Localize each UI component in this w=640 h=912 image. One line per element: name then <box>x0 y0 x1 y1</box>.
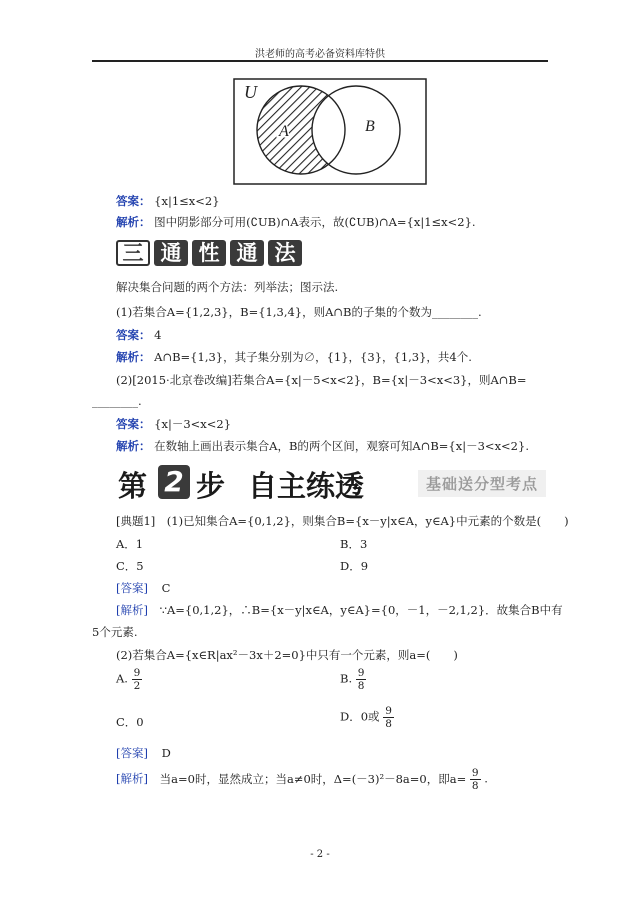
analysis-text: 图中阴影部分可用(∁UB)∩A表示，故(∁UB)∩A={x|1≤x<2}. <box>154 215 476 229</box>
fraction <box>132 667 143 692</box>
answer-label: 答案： <box>116 328 151 342</box>
answer-line-1 <box>116 193 220 209</box>
banner-char: 性 <box>192 240 226 266</box>
denominator: 8 <box>385 718 392 731</box>
option-prefix: D．0或 <box>340 709 380 724</box>
example-2-answer-line <box>116 745 171 761</box>
answer-text: 4 <box>154 328 162 342</box>
method-intro: 解决集合问题的两个方法：列举法；图示法. <box>116 280 339 294</box>
answer-text: C <box>161 581 171 595</box>
analysis-end: . <box>484 771 488 786</box>
option-c: C．5 <box>116 559 144 573</box>
analysis-text: 在数轴上画出表示集合A，B的两个区间，观察可知A∩B={x|－3<x<2}. <box>154 439 529 453</box>
option-d <box>340 705 394 730</box>
option-b <box>340 667 366 692</box>
venn-diagram <box>233 78 427 185</box>
step-prefix: 第 <box>118 469 148 503</box>
example-1-analysis-line-2: 5个元素. <box>92 625 138 639</box>
analysis-label: 解析： <box>116 439 151 453</box>
example-2-analysis-line <box>116 767 488 792</box>
denominator: 8 <box>471 780 479 793</box>
q1-answer-line <box>116 327 161 343</box>
answer-text: {x|1≤x<2} <box>154 194 220 208</box>
option-a: A．1 <box>116 537 144 551</box>
example-1-stem: [典题1] (1)已知集合A={0,1,2}，则集合B={x－y|x∈A，y∈A}中元素的个数是( ) <box>116 514 569 528</box>
answer-label: 答案： <box>116 194 151 208</box>
banner-char: 通 <box>230 240 264 266</box>
example-1-analysis-line <box>116 602 563 618</box>
fraction <box>356 667 367 692</box>
set-b-label: B <box>365 118 375 135</box>
question-2-line-1: (2)[2015·北京卷改编]若集合A={x|－5<x<2}，B={x|－3<x<3}，则A∩B= <box>116 373 527 387</box>
example-1-answer-line <box>116 580 170 596</box>
analysis-label: [解析] <box>116 603 148 617</box>
option-a <box>116 667 142 692</box>
answer-label: [答案] <box>116 746 148 760</box>
analysis-text: 当a=0时，显然成立；当a≠0时，Δ=(－3)²－8a=0，即a= <box>159 771 467 786</box>
numerator: 9 <box>471 767 479 779</box>
numerator: 9 <box>133 667 141 679</box>
step-title: 自主练透 <box>248 469 365 503</box>
answer-label: [答案] <box>116 581 148 595</box>
step-suffix: 步 <box>196 469 226 503</box>
option-d: D．9 <box>340 559 369 573</box>
fraction <box>383 705 394 730</box>
answer-label: 答案： <box>116 417 151 431</box>
analysis-text: A∩B={1,3}，其子集分别为∅，{1}，{3}，{1,3}，共4个. <box>154 350 472 364</box>
denominator: 2 <box>133 680 141 693</box>
numerator: 9 <box>357 667 365 679</box>
analysis-label: [解析] <box>116 771 148 786</box>
q2-analysis-line <box>116 438 529 454</box>
denominator: 8 <box>357 680 365 693</box>
analysis-label: 解析： <box>116 350 151 364</box>
q1-analysis-line <box>116 349 472 365</box>
step-subtitle: 基础送分型考点 <box>418 470 546 497</box>
header-rule <box>92 60 548 62</box>
example-2-stem: (2)若集合A={x∈R|ax²－3x＋2=0}中只有一个元素，则a=( ) <box>116 648 458 662</box>
analysis-label: 解析： <box>116 215 151 229</box>
answer-text: D <box>161 746 171 760</box>
banner-char: 三 <box>116 240 150 266</box>
q2-answer-line <box>116 416 231 432</box>
option-c: C．0 <box>116 715 144 729</box>
option-prefix: A. <box>116 671 128 686</box>
section-banner <box>116 240 296 270</box>
fraction <box>470 767 481 792</box>
banner-char: 通 <box>154 240 188 266</box>
analysis-line-1 <box>116 214 476 230</box>
banner-char: 法 <box>268 240 302 266</box>
question-1: (1)若集合A={1,2,3}，B={1,3,4}，则A∩B的子集的个数为________. <box>116 305 482 319</box>
question-2-line-2: ________. <box>92 394 142 408</box>
analysis-text: ∵A={0,1,2}，∴B={x－y|x∈A，y∈A}={0，－1，－2,1,2}．故集合B中有 <box>159 603 563 617</box>
page-header: 洪老师的高考必备资料库特供 <box>255 49 385 60</box>
set-a-label: A <box>279 123 289 140</box>
option-b: B．3 <box>340 537 368 551</box>
option-prefix: B. <box>340 671 353 686</box>
page-number: - 2 - <box>310 849 330 860</box>
step-banner <box>118 462 568 502</box>
step-number: 2 <box>158 465 190 499</box>
answer-text: {x|－3<x<2} <box>154 417 232 431</box>
numerator: 9 <box>385 705 392 717</box>
universe-label: U <box>244 82 257 102</box>
